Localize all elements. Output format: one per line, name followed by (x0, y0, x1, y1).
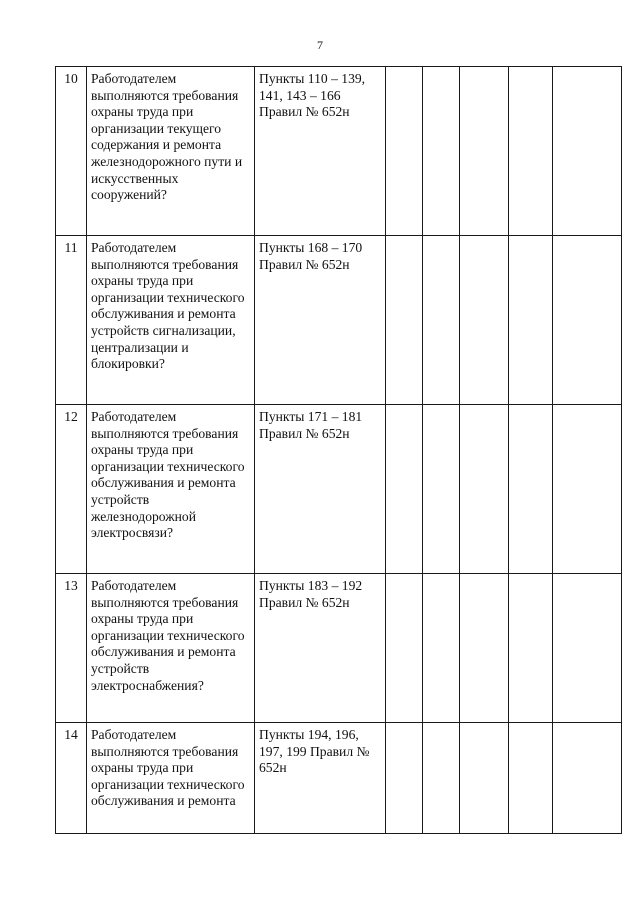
answer-yes-cell (386, 723, 423, 834)
answer-yes-cell (386, 67, 423, 236)
table-row (56, 405, 622, 574)
item-number-cell (56, 236, 87, 405)
question-cell (87, 723, 255, 834)
question-cell (87, 236, 255, 405)
table-row (56, 574, 622, 723)
answer-no-cell (423, 574, 460, 723)
reference-text: Пункты 194, 196, 197, 199 Правил № 652н (259, 727, 370, 776)
item-number: 14 (64, 727, 78, 742)
notes-cell (553, 67, 622, 236)
answer-na-cell (460, 723, 509, 834)
reference-cell (255, 236, 386, 405)
item-number: 13 (64, 578, 78, 593)
reference-cell (255, 574, 386, 723)
item-number: 11 (64, 240, 78, 255)
question-cell (87, 405, 255, 574)
answer-yes-cell (386, 574, 423, 723)
item-number: 12 (64, 409, 78, 424)
notes-cell (553, 723, 622, 834)
answer-no-cell (423, 405, 460, 574)
question-text: Работодателем выполняются требования охраны труда при организации технического обслуживания и ремонта устройств железнодорожной электросвязи? (91, 409, 245, 541)
item-number-cell (56, 723, 87, 834)
reference-text: Пункты 183 – 192 Правил № 652н (259, 578, 363, 610)
item-number-cell (56, 574, 87, 723)
checklist-table (55, 66, 622, 834)
table-row (56, 236, 622, 405)
question-cell (87, 67, 255, 236)
reference-text: Пункты 168 – 170 Правил № 652н (259, 240, 363, 272)
answer-na-cell (460, 236, 509, 405)
question-cell (87, 574, 255, 723)
reference-cell (255, 405, 386, 574)
question-text: Работодателем выполняются требования охраны труда при организации технического обслуживания и ремонта устройств электроснабжения? (91, 578, 245, 693)
page-number: 7 (317, 38, 323, 52)
notes-cell (553, 236, 622, 405)
answer-no-cell (423, 67, 460, 236)
question-text: Работодателем выполняются требования охраны труда при организации технического обслуживания и ремонта (91, 727, 245, 809)
notes-cell (553, 405, 622, 574)
answer-na-cell (460, 67, 509, 236)
answer-extra-cell (509, 236, 553, 405)
answer-yes-cell (386, 236, 423, 405)
reference-cell (255, 723, 386, 834)
question-text: Работодателем выполняются требования охраны труда при организации текущего содержания и ремонта железнодорожного пути и искусственных сооружений? (91, 71, 243, 203)
answer-yes-cell (386, 405, 423, 574)
reference-text: Пункты 171 – 181 Правил № 652н (259, 409, 363, 441)
item-number-cell (56, 67, 87, 236)
answer-no-cell (423, 723, 460, 834)
answer-extra-cell (509, 723, 553, 834)
item-number-cell (56, 405, 87, 574)
answer-extra-cell (509, 67, 553, 236)
table-row (56, 67, 622, 236)
answer-na-cell (460, 405, 509, 574)
notes-cell (553, 574, 622, 723)
answer-na-cell (460, 574, 509, 723)
reference-text: Пункты 110 – 139, 141, 143 – 166 Правил № 652н (259, 71, 366, 120)
answer-extra-cell (509, 574, 553, 723)
question-text: Работодателем выполняются требования охраны труда при организации технического обслуживания и ремонта устройств сигнализации, централизации и блокировки? (91, 240, 245, 372)
reference-cell (255, 67, 386, 236)
answer-extra-cell (509, 405, 553, 574)
table-row (56, 723, 622, 834)
answer-no-cell (423, 236, 460, 405)
item-number: 10 (64, 71, 78, 86)
